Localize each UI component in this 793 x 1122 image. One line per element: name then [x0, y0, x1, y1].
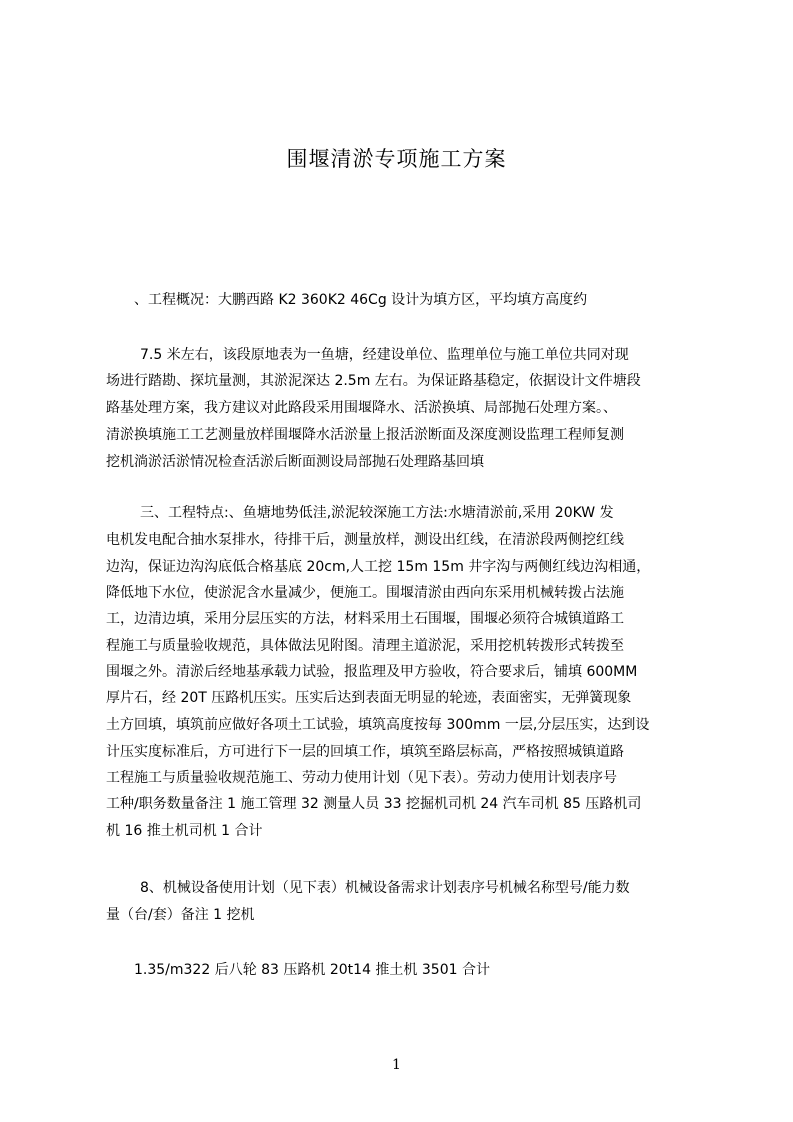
paragraph-4-line-2: 量（台/套）备注 1 挖机	[106, 907, 255, 923]
paragraph-3-line-3: 边沟，保证边沟沟底低合格基底 20cm,人工挖 15m 15m 井字沟与两侧红线边沟相通，	[106, 559, 651, 575]
document-title: 围堰清淤专项施工方案	[286, 147, 507, 171]
paragraph-5-line-1: 1.35/m322 后八轮 83 压路机 20t14 推土机 3501 合计	[134, 962, 490, 978]
paragraph-3-line-13: 机 16 推土机司机 1 合计	[106, 823, 263, 839]
paragraph-3-line-9: 土方回填，填筑前应做好各项土工试验，填筑高度按每 300mm 一层,分层压实，达到设	[106, 717, 650, 733]
paragraph-2-line-4: 清淤换填施工工艺测量放样围堰降水活淤量上报活淤断面及深度测设监理工程师复测	[106, 427, 624, 443]
paragraph-1-line-1: 、工程概况：大鹏西路 K2 360K2 46Cg 设计为填方区，平均填方高度约	[134, 292, 588, 308]
page-number: 1	[392, 1057, 401, 1073]
paragraph-3-line-10: 计压实度标准后，方可进行下一层的回填工作，填筑至路层标高，严格按照城镇道路	[106, 744, 624, 760]
paragraph-3-line-6: 程施工与质量验收规范，具体做法见附图。清理主道淤泥，采用挖机转拨形式转拨至	[106, 638, 624, 654]
paragraph-3-line-8: 厚片石，经 20T 压路机压实。压实后达到表面无明显的轮迹，表面密实，无弹簧现象	[106, 690, 632, 706]
paragraph-2-line-2: 场进行踏勘、探坑量测，其淤泥深达 2.5m 左右。为保证路基稳定，依据设计文件塘段	[106, 373, 641, 389]
paragraph-3-line-11: 工程施工与质量验收规范施工、劳动力使用计划（见下表）。劳动力使用计划表序号	[106, 770, 617, 786]
paragraph-3-line-2: 电机发电配合抽水泵排水，待排干后，测量放样，测设出红线，在清淤段两侧挖红线	[106, 532, 624, 548]
paragraph-3-line-5: 工，边清边填，采用分层压实的方法，材料采用土石围堰，围堰必须符合城镇道路工	[106, 611, 624, 627]
paragraph-2-line-3: 路基处理方案，我方建议对此路段采用围堰降水、活淤换填、局部抛石处理方案。、	[106, 400, 617, 416]
paragraph-3-line-7: 围堰之外。清淤后经地基承载力试验，报监理及甲方验收，符合要求后，铺填 600MM	[106, 664, 638, 680]
paragraph-4-line-1: 8、机械设备使用计划（见下表）机械设备需求计划表序号机械名称型号/能力数	[140, 880, 630, 896]
paragraph-3-line-12: 工种/职务数量备注 1 施工管理 32 测量人员 33 挖掘机司机 24 汽车司机 85 压路机司	[106, 796, 642, 812]
paragraph-3-line-1: 三、工程特点:、鱼塘地势低洼,淤泥较深施工方法:水塘清淤前,采用 20KW 发	[140, 505, 614, 521]
paragraph-2-line-1: 7.5 米左右，该段原地表为一鱼塘，经建设单位、监理单位与施工单位共同对现	[140, 347, 629, 363]
paragraph-2-line-5: 挖机淌淤活淤情况检查活淤后断面测设局部抛石处理路基回填	[106, 454, 484, 470]
paragraph-3-line-4: 降低地下水位，使淤泥含水量减少，便施工。围堰清淤由西向东采用机械转拨占法施	[106, 585, 624, 601]
